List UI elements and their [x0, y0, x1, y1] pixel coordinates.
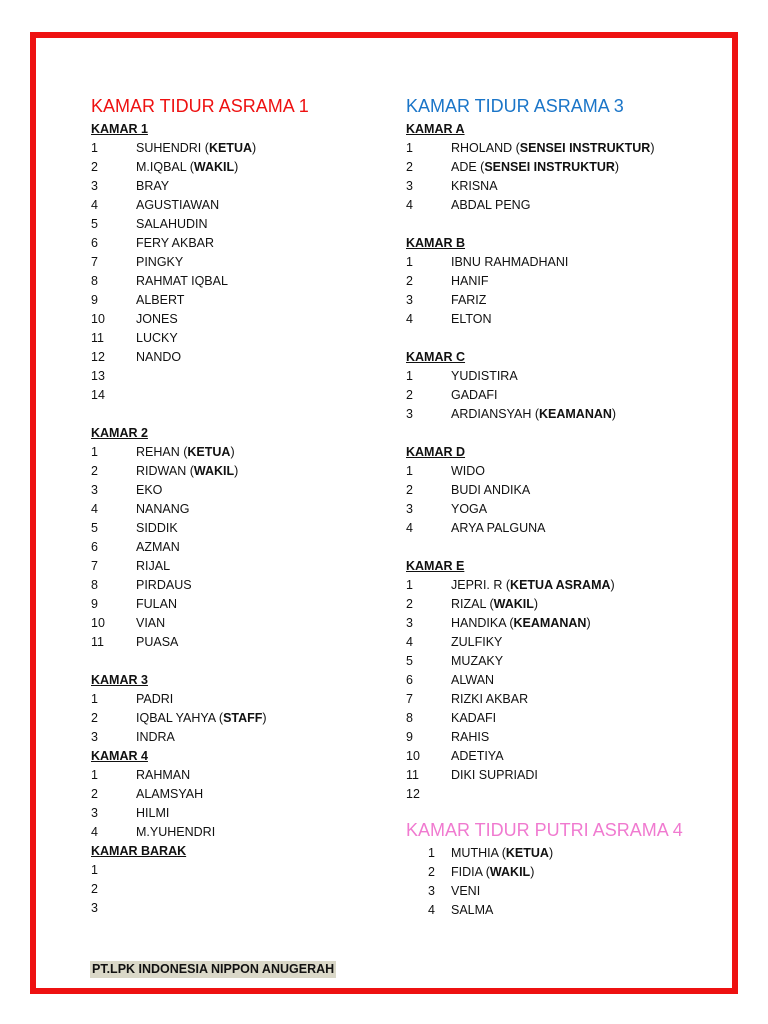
- member-name: [136, 595, 177, 614]
- member-row: [406, 196, 706, 215]
- member-name-text: ARDIANSYAH: [451, 407, 532, 421]
- member-name: [136, 728, 175, 747]
- member-name: [136, 557, 170, 576]
- member-name-text: ADETIYA: [451, 749, 504, 763]
- member-row: [91, 443, 381, 462]
- room-heading: KAMAR C: [406, 350, 466, 364]
- asrama-column-right: [406, 94, 706, 920]
- member-name: RIZAL (WAKIL): [451, 597, 539, 611]
- room-block: [91, 842, 381, 918]
- member-row: [91, 519, 381, 538]
- member-number: 9: [91, 293, 98, 307]
- member-row: [91, 234, 381, 253]
- member-row: [91, 709, 381, 728]
- member-name: MUTHIA (KETUA): [451, 846, 554, 860]
- company-footer: PT.LPK INDONESIA NIPPON ANUGERAH: [92, 962, 335, 976]
- member-name: [451, 519, 545, 538]
- member-row: [91, 614, 381, 633]
- room-heading: KAMAR D: [406, 445, 466, 459]
- member-name-text: ABDAL PENG: [451, 198, 531, 212]
- member-name-text: RIZKI AKBAR: [451, 692, 529, 706]
- member-name-text: ARYA PALGUNA: [451, 521, 546, 535]
- asrama-title: KAMAR TIDUR ASRAMA 3: [406, 96, 624, 116]
- room-heading: KAMAR BARAK: [91, 844, 187, 858]
- member-name-text: IQBAL YAHYA: [136, 711, 216, 725]
- member-row: [91, 728, 381, 747]
- member-number: 12: [91, 350, 105, 364]
- member-number: 1: [406, 464, 413, 478]
- room-heading: KAMAR 2: [91, 426, 148, 440]
- member-row: [406, 633, 706, 652]
- member-row: [91, 595, 381, 614]
- member-number: 6: [91, 540, 98, 554]
- room-block: [91, 747, 381, 842]
- member-row: [406, 576, 706, 595]
- member-name: [451, 291, 486, 310]
- member-name-text: REHAN: [136, 445, 180, 459]
- member-name: FIDIA (WAKIL): [451, 865, 535, 879]
- member-number: 9: [91, 597, 98, 611]
- member-name-text: AGUSTIAWAN: [136, 198, 220, 212]
- member-name: [136, 234, 214, 253]
- member-name: [451, 747, 504, 766]
- member-name-text: M.IQBAL: [136, 160, 187, 174]
- member-name-text: RAHIS: [451, 730, 490, 744]
- member-number: 1: [91, 768, 98, 782]
- member-row: [91, 291, 381, 310]
- member-role: WAKIL: [493, 597, 534, 611]
- member-number: 2: [91, 882, 98, 896]
- member-name: ADE (SENSEI INSTRUKTUR): [451, 160, 620, 174]
- member-name-text: KRISNA: [451, 179, 498, 193]
- member-name: [451, 901, 493, 920]
- member-number: 6: [91, 236, 98, 250]
- member-name-text: JEPRI. R: [451, 578, 503, 592]
- member-number: 2: [406, 274, 413, 288]
- member-name: [136, 291, 184, 310]
- room-block: [406, 234, 706, 329]
- member-number: 1: [406, 369, 413, 383]
- member-number: 4: [428, 903, 435, 917]
- member-name: [451, 310, 492, 329]
- member-name: [136, 500, 189, 519]
- member-number: 1: [428, 846, 435, 860]
- member-name: [136, 614, 165, 633]
- member-number: 3: [91, 483, 98, 497]
- member-row: [91, 367, 381, 386]
- member-name-text: SIDDIK: [136, 521, 178, 535]
- member-name-text: DIKI SUPRIADI: [451, 768, 538, 782]
- member-number: 3: [91, 730, 98, 744]
- room-block: [406, 844, 706, 920]
- room-block: [406, 120, 706, 215]
- member-role: STAFF: [223, 711, 263, 725]
- member-name: [451, 367, 518, 386]
- member-name: SUHENDRI (KETUA): [136, 141, 257, 155]
- member-row: [91, 899, 381, 918]
- member-name-text: RAHMAN: [136, 768, 191, 782]
- room-heading: KAMAR 4: [91, 749, 148, 763]
- member-name: [451, 386, 498, 405]
- asrama-section: [406, 94, 706, 804]
- member-name-text: YUDISTIRA: [451, 369, 518, 383]
- member-row: [406, 671, 706, 690]
- asrama-column-left: [91, 94, 381, 918]
- member-row: [91, 310, 381, 329]
- member-number: 9: [406, 730, 413, 744]
- room-heading: KAMAR 3: [91, 673, 148, 687]
- member-name-text: FULAN: [136, 597, 177, 611]
- member-number: 2: [91, 160, 98, 174]
- member-number: 8: [91, 274, 98, 288]
- member-number: 3: [406, 179, 413, 193]
- member-name: [451, 481, 530, 500]
- member-role: KETUA: [208, 141, 252, 155]
- room-block: [406, 348, 706, 424]
- member-row: [406, 728, 706, 747]
- member-name-text: MUTHIA: [451, 846, 499, 860]
- member-name: [451, 652, 503, 671]
- member-row: [91, 766, 381, 785]
- member-number: 5: [406, 654, 413, 668]
- member-number: 2: [406, 597, 413, 611]
- member-name-text: VENI: [451, 884, 481, 898]
- member-name: [136, 215, 208, 234]
- member-row: [406, 367, 706, 386]
- member-number: 14: [91, 388, 105, 402]
- member-row: [406, 158, 706, 177]
- member-name: [451, 766, 538, 785]
- member-name-text: GADAFI: [451, 388, 498, 402]
- member-name: [136, 785, 203, 804]
- member-name: [136, 253, 183, 272]
- room-block: [406, 443, 706, 538]
- member-name: [451, 253, 568, 272]
- member-name: [451, 728, 489, 747]
- member-name: [451, 671, 494, 690]
- member-number: 8: [406, 711, 413, 725]
- member-number: 11: [406, 768, 419, 782]
- member-row: [406, 177, 706, 196]
- member-name: [451, 633, 502, 652]
- member-number: 4: [91, 825, 98, 839]
- member-name-text: HANIF: [451, 274, 489, 288]
- member-name-text: WIDO: [451, 464, 486, 478]
- member-name: REHAN (KETUA): [136, 445, 235, 459]
- member-name-text: KADAFI: [451, 711, 497, 725]
- member-number: 7: [91, 255, 98, 269]
- member-name: [136, 481, 162, 500]
- member-role: KEAMANAN: [513, 616, 587, 630]
- asrama-title: KAMAR TIDUR ASRAMA 1: [91, 96, 309, 116]
- member-row: [91, 804, 381, 823]
- member-name-text: NANANG: [136, 502, 190, 516]
- member-row: [91, 633, 381, 652]
- member-name: [451, 462, 485, 481]
- member-row: [91, 215, 381, 234]
- member-name: [136, 633, 178, 652]
- member-number: 8: [91, 578, 98, 592]
- member-role: SENSEI INSTRUKTUR: [484, 160, 615, 174]
- member-row: [406, 595, 706, 614]
- member-role: WAKIL: [193, 160, 235, 174]
- member-number: 12: [406, 787, 420, 801]
- member-row: [406, 882, 706, 901]
- member-number: 2: [406, 160, 413, 174]
- member-name-text: PIRDAUS: [136, 578, 192, 592]
- member-name: [136, 329, 178, 348]
- member-row: [406, 614, 706, 633]
- member-row: [406, 272, 706, 291]
- member-name: [136, 196, 219, 215]
- member-row: [91, 272, 381, 291]
- member-name-text: FARIZ: [451, 293, 487, 307]
- member-row: [91, 139, 381, 158]
- member-name: [451, 177, 498, 196]
- member-name: [451, 709, 496, 728]
- member-number: 7: [406, 692, 413, 706]
- member-name: IQBAL YAHYA (STAFF): [136, 711, 267, 725]
- member-name: JEPRI. R (KETUA ASRAMA): [451, 578, 615, 592]
- member-number: 10: [91, 312, 105, 326]
- member-number: 3: [406, 293, 413, 307]
- member-number: 1: [91, 141, 98, 155]
- member-name: HANDIKA (KEAMANAN): [451, 616, 591, 630]
- member-row: [91, 785, 381, 804]
- member-name: [136, 348, 181, 367]
- member-name-text: RIJAL: [136, 559, 171, 573]
- member-number: 4: [406, 312, 413, 326]
- room-heading: KAMAR 1: [91, 122, 148, 136]
- room-heading: KAMAR B: [406, 236, 466, 250]
- member-name: [136, 310, 178, 329]
- member-name: [136, 690, 173, 709]
- member-row: [91, 158, 381, 177]
- member-name: [136, 823, 215, 842]
- member-name-text: PINGKY: [136, 255, 184, 269]
- member-number: 1: [406, 141, 413, 155]
- member-row: [91, 196, 381, 215]
- member-name-text: YOGA: [451, 502, 488, 516]
- member-name-text: BUDI ANDIKA: [451, 483, 531, 497]
- member-row: [91, 690, 381, 709]
- member-name-text: SALMA: [451, 903, 494, 917]
- member-number: 2: [406, 388, 413, 402]
- member-row: [406, 291, 706, 310]
- member-number: 3: [91, 179, 98, 193]
- member-row: [91, 576, 381, 595]
- member-name: [136, 766, 190, 785]
- member-row: [406, 652, 706, 671]
- member-row: [406, 747, 706, 766]
- room-heading: KAMAR E: [406, 559, 465, 573]
- member-number: 3: [91, 806, 98, 820]
- member-name-text: JONES: [136, 312, 178, 326]
- member-role: KETUA: [505, 846, 549, 860]
- member-number: 3: [428, 884, 435, 898]
- member-row: [406, 310, 706, 329]
- member-row: [91, 861, 381, 880]
- member-row: [91, 348, 381, 367]
- member-name-text: ZULFIKY: [451, 635, 503, 649]
- member-name-text: LUCKY: [136, 331, 178, 345]
- member-row: [91, 177, 381, 196]
- member-row: [406, 766, 706, 785]
- member-name-text: EKO: [136, 483, 163, 497]
- member-number: 7: [91, 559, 98, 573]
- member-row: [406, 901, 706, 920]
- member-name: [451, 272, 489, 291]
- member-number: 2: [91, 464, 98, 478]
- member-row: [406, 785, 706, 804]
- member-name: [136, 177, 169, 196]
- member-name-text: ALWAN: [451, 673, 495, 687]
- member-row: [91, 386, 381, 405]
- member-name-text: ALAMSYAH: [136, 787, 204, 801]
- member-number: 4: [91, 502, 98, 516]
- member-role: KETUA: [187, 445, 231, 459]
- member-number: 11: [91, 331, 104, 345]
- member-number: 10: [91, 616, 105, 630]
- member-name-text: BRAY: [136, 179, 170, 193]
- member-name: [136, 519, 178, 538]
- member-name: [136, 576, 192, 595]
- member-number: 3: [406, 502, 413, 516]
- room-block: [91, 424, 381, 652]
- member-name-text: VIAN: [136, 616, 166, 630]
- asrama-section: [406, 818, 706, 920]
- member-name-text: ADE: [451, 160, 477, 174]
- member-name: [451, 500, 487, 519]
- member-row: [406, 709, 706, 728]
- member-name: RIDWAN (WAKIL): [136, 464, 239, 478]
- member-name-text: HILMI: [136, 806, 170, 820]
- member-number: 5: [91, 217, 98, 231]
- member-name: [136, 538, 180, 557]
- member-number: 11: [91, 635, 104, 649]
- member-number: 5: [91, 521, 98, 535]
- member-name: M.IQBAL (WAKIL): [136, 160, 239, 174]
- member-name-text: INDRA: [136, 730, 175, 744]
- member-name-text: M.YUHENDRI: [136, 825, 216, 839]
- member-row: [91, 557, 381, 576]
- member-name-text: RAHMAT IQBAL: [136, 274, 228, 288]
- member-name-text: MUZAKY: [451, 654, 504, 668]
- member-name-text: IBNU RAHMADHANI: [451, 255, 569, 269]
- member-row: [91, 823, 381, 842]
- member-row: [406, 863, 706, 882]
- member-number: 4: [406, 521, 413, 535]
- member-number: 13: [91, 369, 105, 383]
- asrama-title: KAMAR TIDUR PUTRI ASRAMA 4: [406, 820, 683, 840]
- member-number: 6: [406, 673, 413, 687]
- member-number: 3: [406, 407, 413, 421]
- member-number: 10: [406, 749, 420, 763]
- member-name-text: HANDIKA: [451, 616, 506, 630]
- member-name-text: RIZAL: [451, 597, 486, 611]
- member-row: [91, 481, 381, 500]
- member-number: 1: [406, 578, 413, 592]
- member-number: 3: [406, 616, 413, 630]
- member-row: [91, 329, 381, 348]
- room-block: [91, 671, 381, 747]
- member-name-text: FIDIA: [451, 865, 483, 879]
- member-role: SENSEI INSTRUKTUR: [519, 141, 651, 155]
- member-role: KEAMANAN: [538, 407, 612, 421]
- member-role: WAKIL: [193, 464, 235, 478]
- member-name: [136, 804, 169, 823]
- member-name-text: ELTON: [451, 312, 492, 326]
- member-row: [406, 139, 706, 158]
- member-name-text: NANDO: [136, 350, 182, 364]
- member-row: [406, 386, 706, 405]
- member-row: [91, 880, 381, 899]
- member-number: 2: [91, 787, 98, 801]
- member-number: 4: [91, 198, 98, 212]
- member-number: 1: [91, 863, 98, 877]
- member-row: [406, 690, 706, 709]
- member-number: 2: [91, 711, 98, 725]
- member-name: [451, 882, 480, 901]
- member-row: [91, 253, 381, 272]
- member-name-text: SUHENDRI: [136, 141, 202, 155]
- member-name: [451, 690, 528, 709]
- member-name: ARDIANSYAH (KEAMANAN): [451, 407, 617, 421]
- asrama-section: [91, 94, 381, 918]
- member-number: 1: [406, 255, 413, 269]
- member-name-text: RIDWAN: [136, 464, 187, 478]
- member-name-text: AZMAN: [136, 540, 180, 554]
- member-number: 4: [406, 198, 413, 212]
- member-row: [406, 500, 706, 519]
- member-number: 2: [406, 483, 413, 497]
- member-row: [406, 462, 706, 481]
- member-role: WAKIL: [489, 865, 531, 879]
- member-row: [406, 481, 706, 500]
- member-name: RHOLAND (SENSEI INSTRUKTUR): [451, 141, 655, 155]
- member-row: [91, 500, 381, 519]
- member-row: [91, 538, 381, 557]
- member-row: [406, 844, 706, 863]
- member-number: 1: [91, 692, 98, 706]
- room-block: [91, 120, 381, 405]
- room-block: [406, 557, 706, 804]
- member-number: 2: [428, 865, 435, 879]
- member-name-text: PUASA: [136, 635, 179, 649]
- member-name-text: ALBERT: [136, 293, 185, 307]
- member-name-text: FERY AKBAR: [136, 236, 215, 250]
- member-number: 4: [406, 635, 413, 649]
- member-number: 1: [91, 445, 98, 459]
- member-row: [406, 405, 706, 424]
- member-role: KETUA ASRAMA: [510, 578, 611, 592]
- room-heading: KAMAR A: [406, 122, 465, 136]
- member-name-text: PADRI: [136, 692, 174, 706]
- member-name: [136, 272, 228, 291]
- member-row: [406, 253, 706, 272]
- member-name-text: RHOLAND: [451, 141, 513, 155]
- member-number: 3: [91, 901, 98, 915]
- member-name-text: SALAHUDIN: [136, 217, 208, 231]
- member-name: [451, 196, 530, 215]
- member-row: [406, 519, 706, 538]
- member-row: [91, 462, 381, 481]
